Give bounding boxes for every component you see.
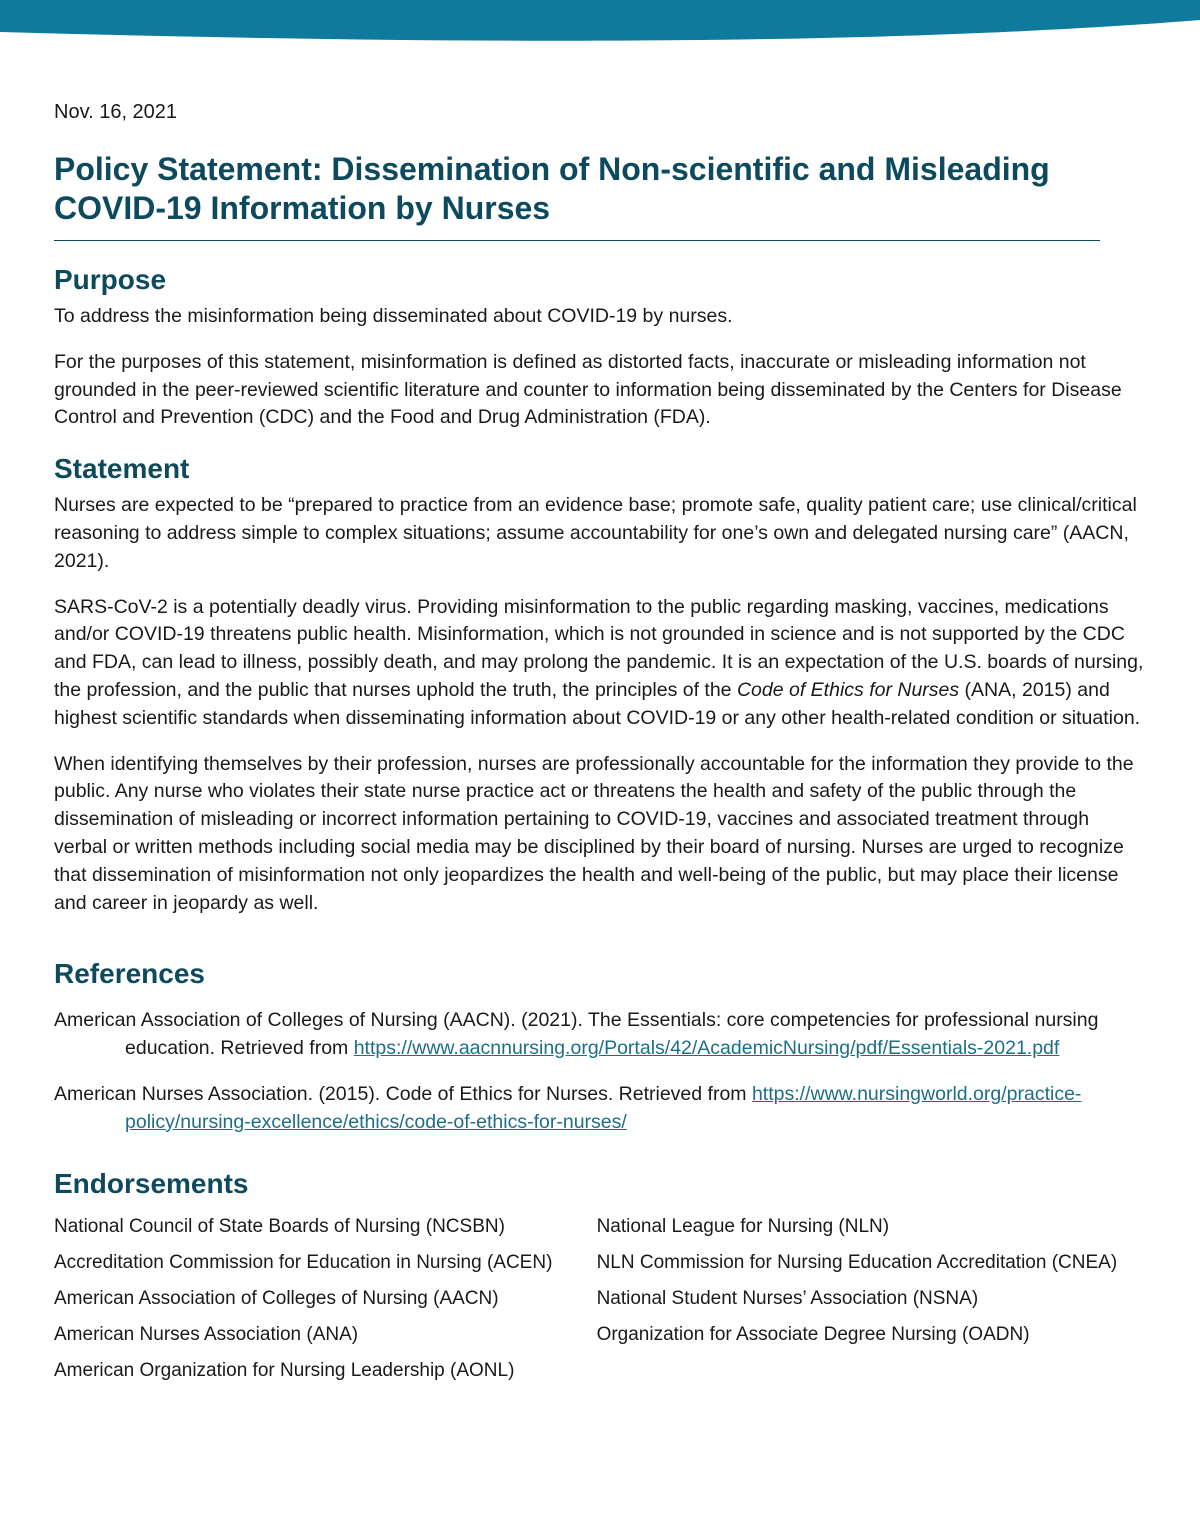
endorsement-item: NLN Commission for Nursing Education Accreditation (CNEA): [596, 1251, 1118, 1273]
reference-item-aacn: [54, 1007, 1144, 1063]
endorsement-item: National Council of State Boards of Nursing (NCSBN): [54, 1215, 505, 1237]
statement-paragraph-1: Nurses are expected to be “prepared to practice from an evidence base; promote safe, quality patient care; use clinical/critical reasoning to address simple to complex situations; assume accountability for one’s own and delegated nursing care” (AACN, 2021).: [54, 494, 1137, 572]
statement-heading: Statement: [54, 453, 190, 485]
statement-paragraph-3: When identifying themselves by their profession, nurses are professionally accountable for the information they provide to the public. Any nurse who violates their state nurse practice act or threatens the health and safety of the public through the dissemination of misleading or incorrect information pertaining to COVID-19, vaccines and associated treatment through verbal or written methods including social media may be disciplined by their board of nursing. Nurses are urged to recognize that dissemination of misinformation not only jeopardizes the health and well-being of the public, but may place their license and career in jeopardy as well.: [54, 752, 1134, 914]
endorsement-item: American Organization for Nursing Leadership (AONL): [54, 1359, 515, 1381]
endorsements-heading: Endorsements: [54, 1167, 249, 1199]
reference-link-ana[interactable]: https://www.nursingworld.org/practice-policy/nursing-excellence/ethics/code-of-ethics-for-nurses/: [125, 1082, 1082, 1133]
code-of-ethics-title: Code of Ethics for Nurses: [736, 678, 960, 701]
reference-item-ana: [54, 1081, 1144, 1137]
reference-text: American Nurses Association. (2015). Code of Ethics for Nurses. Retrieved from: [54, 1082, 752, 1105]
purpose-heading: Purpose: [54, 264, 167, 295]
document-title: Policy Statement: Dissemination of Non-scientific and Misleading COVID-19 Information by Nurses: [54, 150, 1100, 241]
document-date: Nov. 16, 2021: [54, 101, 178, 123]
purpose-definition-paragraph: For the purposes of this statement, misinformation is defined as distorted facts, inaccurate or misleading information not grounded in the peer-reviewed scientific literature and counter to information being disseminated by the Centers for Disease Control and Prevention (CDC) and the Food and Drug Administration (FDA).: [54, 350, 1122, 429]
reference-link-aacn[interactable]: https://www.aacnnursing.org/Portals/42/AcademicNursing/pdf/Essentials-2021.pdf: [353, 1037, 1060, 1060]
reference-text: American Association of Colleges of Nursing (AACN). (2021). The Essentials: core competencies for professional nursing education. Retrieved from: [54, 1009, 1099, 1060]
purpose-paragraph: To address the misinformation being disseminated about COVID-19 by nurses.: [54, 305, 733, 327]
references-heading: References: [54, 958, 205, 990]
endorsements-left-column: [54, 1209, 597, 1389]
endorsement-item: American Association of Colleges of Nursing (AACN): [54, 1287, 499, 1309]
policy-document: [54, 98, 1144, 1389]
statement-p2-text-before: SARS-CoV-2 is a potentially deadly virus. Providing misinformation to the public regarding masking, vaccines, medications and/or COVID-19 threatens public health. Misinformation, which is not grounded in science and is not supported by the CDC and FDA, can lead to illness, possibly death, and may prolong the pandemic. It is an expectation of the U.S. boards of nursing, the profession, and the public that nurses uphold the truth, the principles of the: [54, 595, 1144, 701]
endorsement-item: National League for Nursing (NLN): [596, 1215, 890, 1237]
endorsements-list: [54, 1209, 1144, 1389]
statement-p2-text-after: (ANA, 2015) and highest scientific standards when disseminating information about COVID-19 or any other health-related condition or situation.: [54, 678, 1141, 729]
endorsement-item: National Student Nurses’ Association (NSNA): [596, 1287, 979, 1309]
header-wave-band: [0, 0, 1200, 50]
statement-paragraph-2: [54, 594, 1144, 733]
endorsements-right-column: [597, 1209, 1144, 1389]
endorsement-item: American Nurses Association (ANA): [54, 1323, 359, 1345]
endorsement-item: Accreditation Commission for Education in Nursing (ACEN): [54, 1251, 553, 1273]
endorsement-item: Organization for Associate Degree Nursing (OADN): [596, 1323, 1030, 1345]
